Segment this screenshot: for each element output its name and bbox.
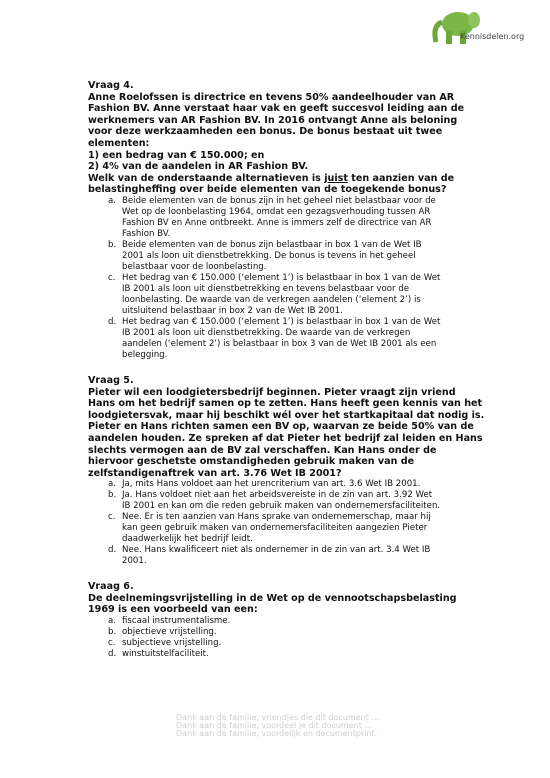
document-body [88,80,508,674]
kennisdelen-logo [426,8,536,52]
answer-options [88,196,508,361]
question-text: Anne Roelofssen is directrice en tevens 50% aandeelhouder van AR Fashion BV. Anne verstaat haar vak en geeft succesvol leiding aan de werknemers van AR Fashion BV. In 2016 ontvangt Anne als beloning voor deze werkzaamheden een bonus. De bonus bestaat uit twee elementen: 1) een bedrag van € 150.000; en 2) 4% van de aandelen in AR Fashion BV. Welk van de onderstaande alternatieven is juist ten aanzien van de belastingheffing over beide elementen van de toegekende bonus? [88,91,465,196]
option-c: c. subjectieve vrijstelling. [108,638,222,649]
question-text: Pieter wil een loodgietersbedrijf beginnen. Pieter vraagt zijn vriend Hans om het bedrijf samen op te zetten. Hans heeft geen kennis van het loodgietersvak, maar hij beschikt wél over het startkapitaal dat nodig is. Pieter en Hans richten samen een BV op, waarvan ze beide 50% van de aandelen houden. Ze spreken af dat Pieter het bedrijf zal leiden en Hans slechts vermogen aan de BV zal verschaffen. Kan Hans onder de hiervoor geschetste omstandigheden gebruik maken van de zelfstandigenaftrek van art. 3.76 Wet IB 2001? [88,386,485,479]
answer-options [88,616,508,660]
question-6 [88,581,508,660]
option-a: a. Ja, mits Hans voldoet aan het urencriterium van art. 3.6 Wet IB 2001. [108,479,421,490]
question-title: Vraag 6. [88,581,134,593]
option-c: c. Nee. Er is ten aanzien van Hans sprake van ondernemerschap, maar hij kan geen gebruik maken van ondernemersfaciliteiten aangezien Pieter daadwerkelijk het bedrijf leidt. [108,512,431,545]
question-5 [88,375,508,567]
option-b: b. objectieve vrijstelling. [108,627,217,638]
option-d: d. winstuitstelfaciliteit. [108,649,209,660]
option-b: b. Beide elementen van de bonus zijn belastbaar in box 1 van de Wet IB 2001 als loon uit dienstbetrekking. De bonus is tevens in het geheel belastbaar voor de loonbelasting. [108,239,422,272]
option-a: a. Beide elementen van de bonus zijn in het geheel niet belastbaar voor de Wet op de loonbelasting 1964, omdat een gezagsverhouding tussen AR Fashion BV en Anne ontbreekt. Anne is immers zelf de directrice van AR Fashion BV. [108,195,436,239]
option-d: d. Het bedrag van € 150.000 (‘element 1’) is belastbaar in box 1 van de Wet IB 2001 als loon uit dienstbetrekking. De waarde van de verkregen aandelen (‘element 2’) is belastbaar in box 3 van de Wet IB 2001 als een belegging. [108,316,441,360]
question-text: De deelnemingsvrijstelling in de Wet op de vennootschapsbelasting 1969 is een voorbeeld van een: [88,592,457,616]
option-b: b. Ja. Hans voldoet niet aan het arbeidsvereiste in de zin van art. 3.92 Wet IB 2001 en kan om die reden gebruik maken van ondernemersfaciliteiten. [108,490,441,512]
option-a: a. fiscaal instrumentalisme. [108,616,231,627]
elephant-logo-icon [426,8,486,52]
brand-name: Kennisdelen.org [460,32,525,41]
watermark-text: Dank aan de familie, vriendjes die dit document ... Dank aan de familie, voordeel je dit document ... Dank aan de familie, voordelijk en documentprint. [176,713,379,738]
question-4 [88,80,508,361]
option-d: d. Nee. Hans kwalificeert niet als ondernemer in de zin van art. 3.4 Wet IB 2001. [108,545,431,567]
question-title: Vraag 5. [88,374,134,386]
question-title: Vraag 4. [88,80,134,91]
answer-options [88,479,508,567]
option-c: c. Het bedrag van € 150.000 (‘element 1’) is belastbaar in box 1 van de Wet IB 2001 als loon uit dienstbetrekking en tevens belastbaar voor de loonbelasting. De waarde van de verkregen aandelen (‘element 2’) is uitsluitend belastbaar in box 2 van de Wet IB 2001. [108,272,441,316]
